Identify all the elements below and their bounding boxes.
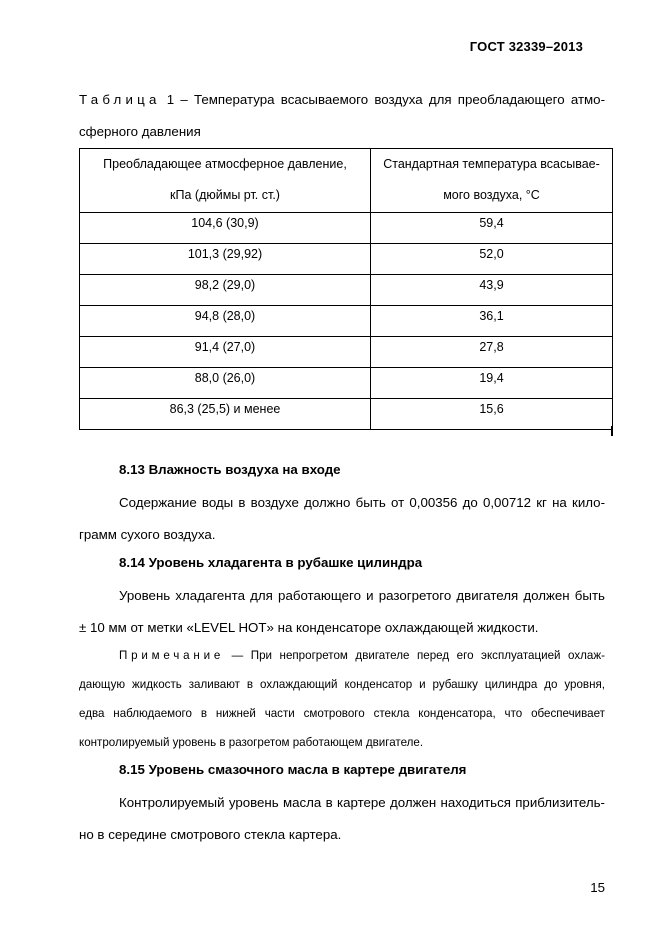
table-row <box>80 275 613 306</box>
table-row <box>80 368 613 399</box>
section-8-13-line1: Содержание воды в воздухе должно быть от 0,00356 до 0,00712 кг на кило- <box>119 495 605 510</box>
column-header-pressure <box>80 149 371 213</box>
column-header-pressure-line2: кПа (дюймы рт. ст.) <box>170 188 280 202</box>
section-8-15-line1: Контролируемый уровень масла в картере должен находиться приблизитель- <box>119 795 605 810</box>
pressure-cell: 98,2 (29,0) <box>80 275 371 306</box>
pressure-cell: 86,3 (25,5) и менее <box>80 399 371 430</box>
note-label: Примечание <box>119 649 225 662</box>
temperature-cell: 43,9 <box>371 275 613 306</box>
table-caption-line2: сферного давления <box>79 124 201 139</box>
column-header-temperature <box>371 149 613 213</box>
table-caption-line1 <box>79 84 605 116</box>
section-heading-8-13: 8.13 Влажность воздуха на входе <box>119 462 341 477</box>
pressure-cell: 104,6 (30,9) <box>80 213 371 244</box>
table-header-row <box>80 149 613 213</box>
note-line2: дающую жидкость заливают в охлаждающий конденсатор и рубашку цилиндра до уровня, <box>79 678 605 691</box>
section-heading-8-15: 8.15 Уровень смазочного масла в картере двигателя <box>119 762 467 777</box>
document-header: ГОСТ 32339–2013 <box>469 39 583 54</box>
section-8-14-paragraph <box>79 580 605 644</box>
table-row <box>80 306 613 337</box>
pressure-cell: 91,4 (27,0) <box>80 337 371 368</box>
temperature-cell: 19,4 <box>371 368 613 399</box>
table-row <box>80 244 613 275</box>
section-8-14-line1: Уровень хладагента для работающего и разогретого двигателя должен быть <box>119 588 605 603</box>
temperature-table <box>79 148 613 430</box>
column-header-pressure-line1: Преобладающее атмосферное давление, <box>103 157 347 171</box>
pressure-cell: 94,8 (28,0) <box>80 306 371 337</box>
temperature-cell: 59,4 <box>371 213 613 244</box>
note-line4: контролируемый уровень в разогретом работающем двигателе. <box>79 736 424 749</box>
section-8-14-note <box>79 641 605 757</box>
column-header-temperature-line1: Стандартная температура всасывае- <box>383 157 600 171</box>
table-caption-text: 1 – Температура всасываемого воздуха для преобладающего атмо- <box>166 92 605 107</box>
temperature-cell: 27,8 <box>371 337 613 368</box>
temperature-cell: 15,6 <box>371 399 613 430</box>
page-number: 15 <box>590 880 605 895</box>
pressure-cell: 88,0 (26,0) <box>80 368 371 399</box>
temperature-cell: 52,0 <box>371 244 613 275</box>
table-corner-mark <box>611 426 613 436</box>
table-row <box>80 213 613 244</box>
pressure-cell: 101,3 (29,92) <box>80 244 371 275</box>
table-row <box>80 337 613 368</box>
section-8-14-line2: ± 10 мм от метки «LEVEL HOT» на конденсаторе охлаждающей жидкости. <box>79 620 539 635</box>
temperature-cell: 36,1 <box>371 306 613 337</box>
column-header-temperature-line2: мого воздуха, °С <box>443 188 540 202</box>
section-8-15-paragraph <box>79 787 605 851</box>
section-heading-8-14: 8.14 Уровень хладагента в рубашке цилиндра <box>119 555 423 570</box>
table-caption-label: Таблица <box>79 92 161 107</box>
section-8-13-paragraph <box>79 487 605 551</box>
table-caption <box>79 84 605 148</box>
note-line1-text: — При непрогретом двигателе перед его эксплуатацией охлаж- <box>224 649 605 662</box>
note-line3: едва наблюдаемого в нижней части смотрового стекла конденсатора, что обеспечивает <box>79 707 605 720</box>
note-line1 <box>79 641 605 670</box>
section-8-13-line2: грамм сухого воздуха. <box>79 527 216 542</box>
section-8-15-line2: но в середине смотрового стекла картера. <box>79 827 342 842</box>
table-row <box>80 399 613 430</box>
